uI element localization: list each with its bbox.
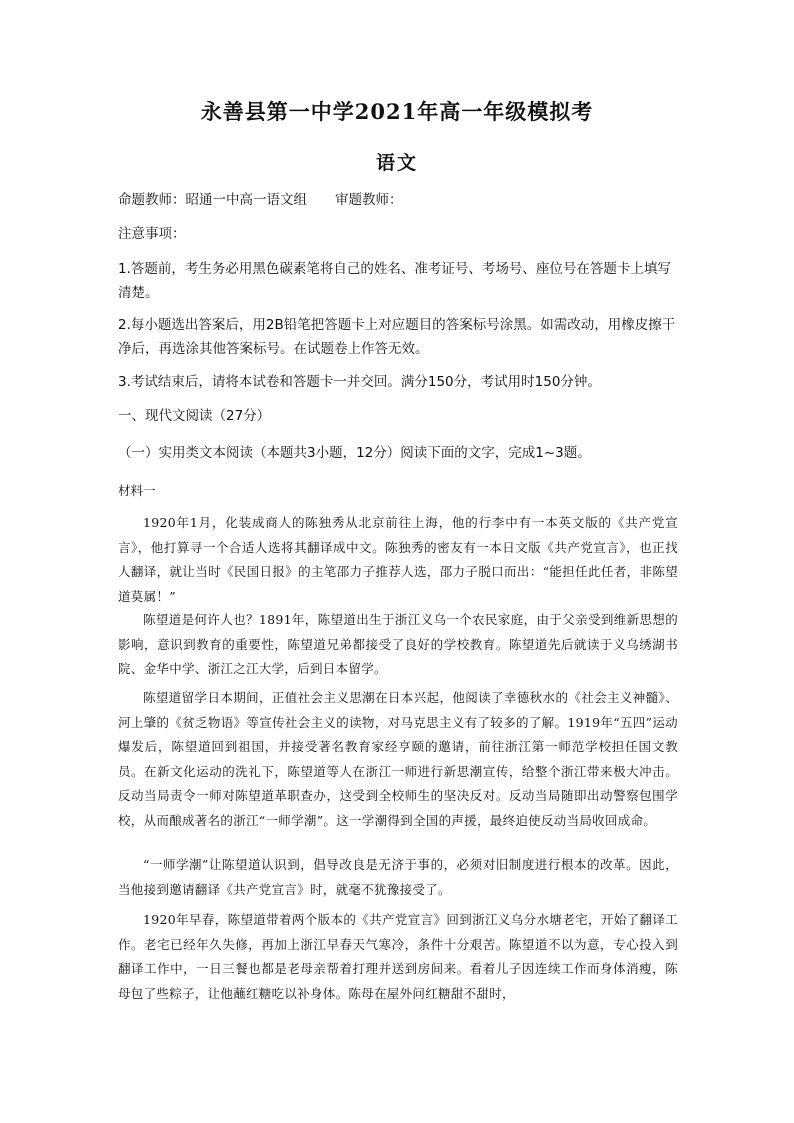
- section-sub-heading: （一）实用类文本阅读（本题共3小题，12分）阅读下面的文字，完成1~3题。: [118, 445, 591, 461]
- section-heading: 一、现代文阅读（27分）: [118, 408, 271, 424]
- body-paragraph-5: 1920年早春，陈望道带着两个版本的《共产党宣言》回到浙江义乌分水塘老宅，开始了翻译工作。老宅已经年久失修，再加上浙江早春天气寒冷，条件十分艰苦。陈望道不以为意，专心投入到翻译工作中，一日三餐也都是老母亲帮着打理并送到房间来。看着儿子因连续工作而身体消瘦，陈母包了些粽子，让他蘸红糖吃以补身体。陈母在屋外问红糖甜不甜时，: [118, 912, 678, 1001]
- notice-item-1: 1.答题前，考生务必用黑色碳素笔将自己的姓名、准考证号、考场号、座位号在答题卡上填写清楚。: [118, 261, 671, 301]
- body-paragraph-3: 陈望道留学日本期间，正值社会主义思潮在日本兴起，他阅读了幸德秋水的《社会主义神髓》、河上肇的《贫乏物语》等宣传社会主义的读物，对马克思主义有了较多的了解。1919年“五四”运动爆发后，陈望道回到祖国，并接受著名教育家经亨颐的邀请，前往浙江第一师范学校担任国文教员。在新文化运动的洗礼下，陈望道等人在浙江一师进行新思潮宣传，给整个浙江带来极大冲击。反动当局责令一师对陈望道革职查办，这受到全校师生的坚决反对。反动当局随即出动警察包围学校，从而酿成著名的浙江“一师学潮”。这一学潮得到全国的声援，最终迫使反动当局收回成命。: [118, 690, 678, 828]
- notice-item-2: 2.每小题选出答案后，用2B铅笔把答题卡上对应题目的答案标号涂黑。如需改动，用橡皮擦干净后，再选涂其他答案标号。在试题卷上作答无效。: [118, 317, 676, 357]
- author-label: 命题教师：昭通一中高一语文组: [118, 192, 307, 208]
- body-paragraph-1: 1920年1月，化装成商人的陈独秀从北京前往上海，他的行李中有一本英文版的《共产党宣言》，他打算寻一个合适人选将其翻译成中文。陈独秀的密友有一本日文版《共产党宣言》，也正找人翻译，就让当时《民国日报》的主笔邵力子推荐人选，邵力子脱口而出：“能担任此任者，非陈望道莫属！”: [118, 515, 678, 604]
- exam-title: 永善县第一中学2021年高一年级模拟考: [200, 99, 594, 124]
- reviewer-label: 审题教师：: [335, 192, 403, 208]
- notice-item-3: 3.考试结束后，请将本试卷和答题卡一并交回。满分150分，考试用时150分钟。: [118, 374, 601, 390]
- body-paragraph-2: 陈望道是何许人也？1891年，陈望道出生于浙江义乌一个农民家庭，由于父亲受到维新思想的影响，意识到教育的重要性，陈望道兄弟都接受了良好的学校教育。陈望道先后就读于义乌绣湖书院、金华中学、浙江之江大学，后到日本留学。: [118, 612, 678, 676]
- body-paragraph-4: “一师学潮”让陈望道认识到，倡导改良是无济于事的，必须对旧制度进行根本的改革。因此，当他接到邀请翻译《共产党宣言》时，就毫不犹豫接受了。: [118, 857, 678, 897]
- notice-heading: 注意事项：: [118, 226, 186, 242]
- exam-meta: [118, 189, 678, 211]
- exam-subject: 语文: [375, 152, 418, 174]
- material-label: 材料一: [118, 483, 156, 498]
